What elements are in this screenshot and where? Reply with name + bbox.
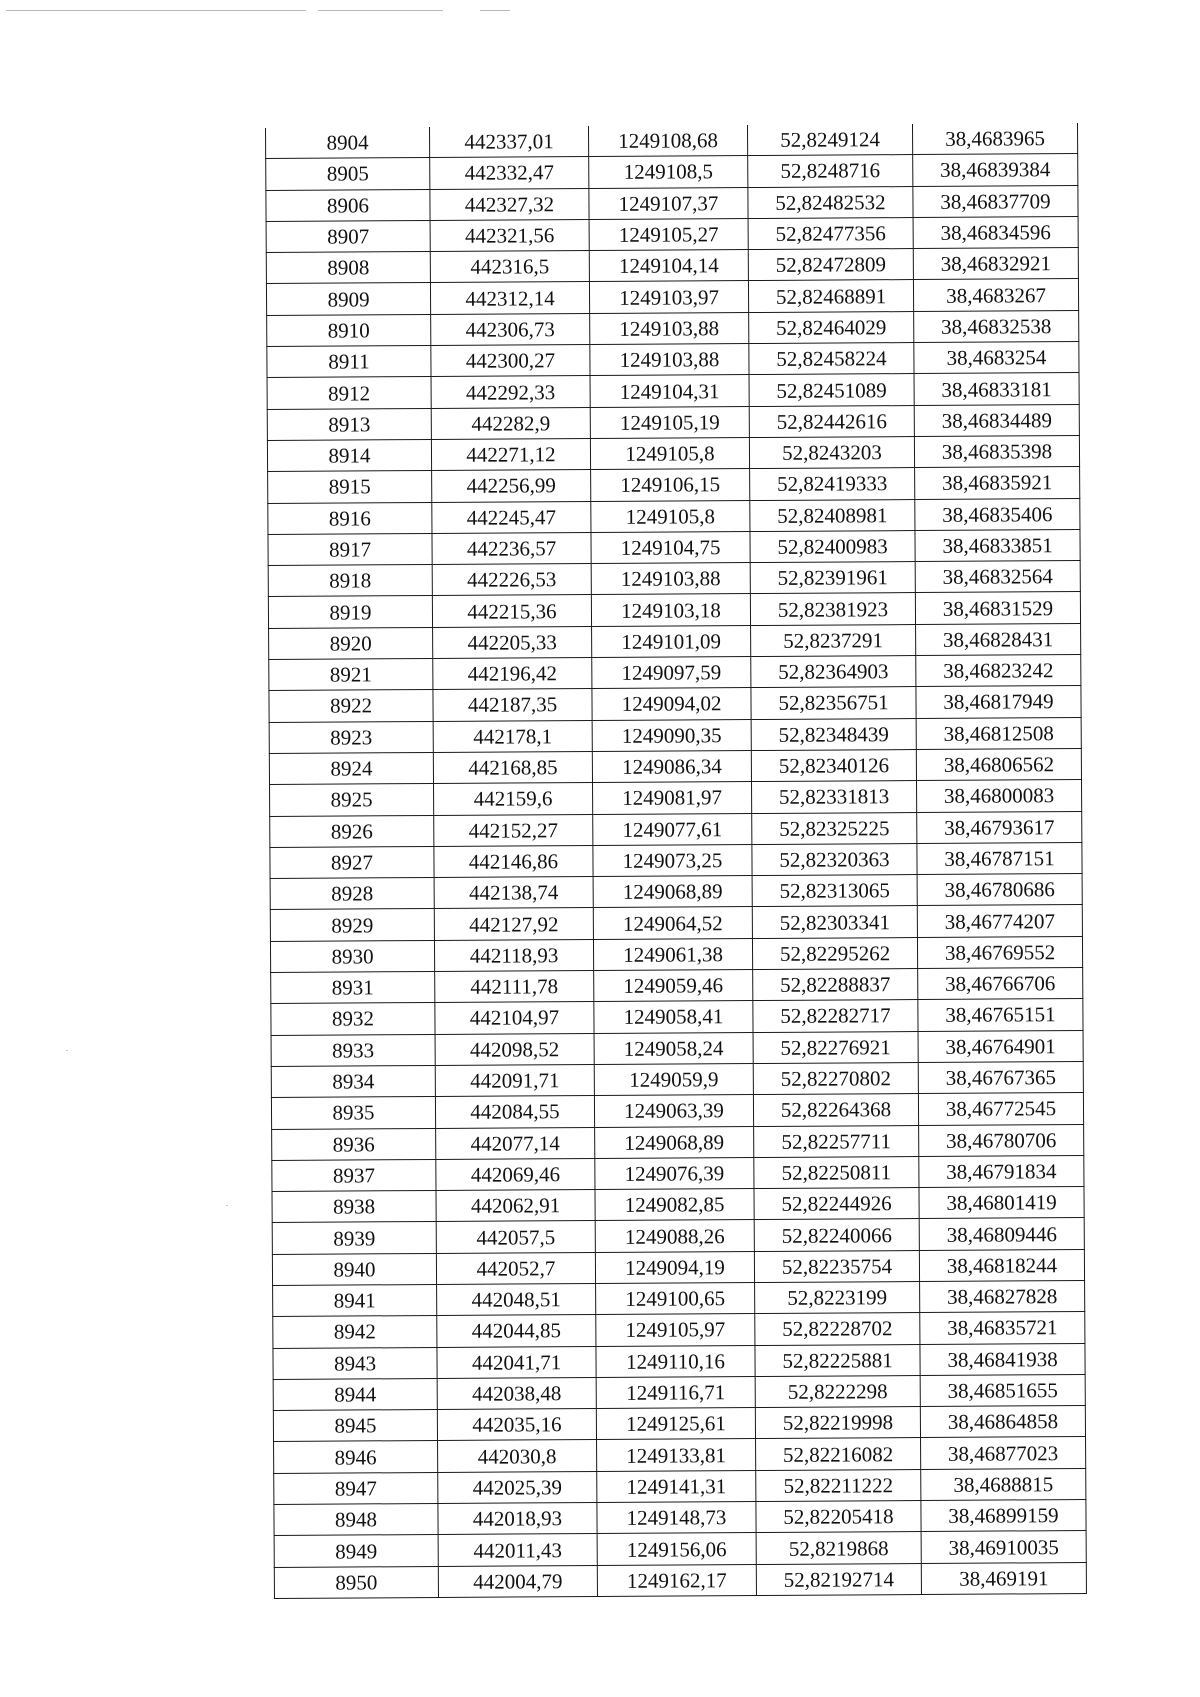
y-coordinate-cell: 1249103,88 [590,344,749,376]
y-coordinate-cell: 1249108,68 [588,125,747,157]
latitude-cell: 52,82205418 [756,1501,921,1533]
point-number-cell: 8949 [274,1535,438,1567]
point-number-cell: 8922 [269,690,433,722]
point-number-cell: 8909 [266,283,430,315]
latitude-cell: 52,82225881 [755,1344,920,1376]
table-row [271,1093,1083,1129]
y-coordinate-cell: 1249077,61 [593,813,752,845]
point-number-cell: 8925 [270,784,434,816]
point-number-cell: 8932 [271,1003,435,1035]
longitude-cell: 38,46834489 [914,404,1079,436]
longitude-cell: 38,46818244 [919,1249,1084,1281]
latitude-cell: 52,8219868 [756,1532,921,1564]
x-coordinate-cell: 442018,93 [438,1503,597,1535]
point-number-cell: 8937 [272,1159,436,1191]
table-row [268,467,1080,503]
latitude-cell: 52,82282717 [753,1000,918,1032]
x-coordinate-cell: 442069,46 [436,1158,595,1190]
longitude-cell: 38,46780686 [917,874,1082,906]
latitude-cell: 52,82356751 [751,687,916,719]
point-number-cell: 8930 [270,940,434,972]
point-number-cell: 8908 [266,252,430,284]
longitude-cell: 38,46767365 [918,1061,1083,1093]
x-coordinate-cell: 442025,39 [438,1471,597,1503]
y-coordinate-cell: 1249105,19 [590,406,749,438]
table-row [269,623,1081,659]
latitude-cell: 52,82477356 [748,217,913,249]
x-coordinate-cell: 442057,5 [436,1221,595,1253]
latitude-cell: 52,82472809 [748,249,913,281]
table-row [271,999,1083,1035]
x-coordinate-cell: 442321,56 [430,219,589,251]
longitude-cell: 38,46832538 [914,310,1079,342]
latitude-cell: 52,82235754 [754,1250,919,1282]
table-row [268,592,1080,628]
latitude-cell: 52,8237291 [751,624,916,656]
point-number-cell: 8928 [270,878,434,910]
table-row [270,936,1082,972]
point-number-cell: 8907 [266,220,430,252]
latitude-cell: 52,82192714 [756,1563,921,1595]
latitude-cell: 52,82288837 [753,969,918,1001]
point-number-cell: 8921 [269,659,433,691]
latitude-cell: 52,8243203 [749,437,914,469]
y-coordinate-cell: 1249090,35 [592,719,751,751]
point-number-cell: 8919 [268,596,432,628]
longitude-cell: 38,46910035 [921,1531,1086,1563]
latitude-cell: 52,82381923 [750,593,915,625]
point-number-cell: 8917 [268,533,432,565]
x-coordinate-cell: 442168,85 [433,751,592,783]
y-coordinate-cell: 1249068,89 [593,876,752,908]
table-row [274,1562,1086,1598]
longitude-cell: 38,46833181 [914,373,1079,405]
x-coordinate-cell: 442146,86 [434,845,593,877]
table-row [270,811,1082,847]
table-row [267,373,1079,409]
longitude-cell: 38,46817949 [916,686,1081,718]
point-number-cell: 8950 [274,1566,438,1598]
longitude-cell: 38,46823242 [916,655,1081,687]
y-coordinate-cell: 1249148,73 [597,1502,756,1534]
longitude-cell: 38,4683254 [914,342,1079,374]
point-number-cell: 8934 [271,1065,435,1097]
x-coordinate-cell: 442215,36 [432,595,591,627]
latitude-cell: 52,82391961 [750,562,915,594]
table-row [272,1124,1084,1160]
y-coordinate-cell: 1249107,37 [589,187,748,219]
y-coordinate-cell: 1249141,31 [597,1470,756,1502]
x-coordinate-cell: 442048,51 [437,1283,596,1315]
scan-artifact-dot [66,1050,68,1051]
table-row [272,1187,1084,1223]
latitude-cell: 52,8222298 [755,1375,920,1407]
longitude-cell: 38,4683965 [912,123,1077,155]
y-coordinate-cell: 1249103,18 [591,594,750,626]
longitude-cell: 38,46837709 [913,185,1078,217]
table-row [272,1155,1084,1191]
x-coordinate-cell: 442332,47 [430,157,589,189]
y-coordinate-cell: 1249058,41 [594,1001,753,1033]
longitude-cell: 38,46774207 [917,905,1082,937]
y-coordinate-cell: 1249105,27 [589,218,748,250]
x-coordinate-cell: 442038,48 [437,1377,596,1409]
table-row [270,780,1082,816]
longitude-cell: 38,46764901 [918,1030,1083,1062]
longitude-cell: 38,46809446 [919,1218,1084,1250]
latitude-cell: 52,82264368 [753,1094,918,1126]
x-coordinate-cell: 442035,16 [437,1409,596,1441]
table-row [268,561,1080,597]
longitude-cell: 38,46793617 [917,811,1082,843]
longitude-cell: 38,46791834 [919,1155,1084,1187]
point-number-cell: 8947 [274,1472,438,1504]
y-coordinate-cell: 1249103,88 [590,312,749,344]
point-number-cell: 8940 [272,1253,436,1285]
table-row [269,686,1081,722]
x-coordinate-cell: 442098,52 [435,1033,594,1065]
longitude-cell: 38,46841938 [920,1343,1085,1375]
x-coordinate-cell: 442178,1 [433,720,592,752]
longitude-cell: 38,4683267 [913,279,1078,311]
table-row [267,310,1079,346]
longitude-cell: 38,46832564 [915,561,1080,593]
y-coordinate-cell: 1249086,34 [592,750,751,782]
x-coordinate-cell: 442091,71 [435,1064,594,1096]
scan-artifact-line [318,10,443,11]
x-coordinate-cell: 442236,57 [432,532,591,564]
longitude-cell: 38,46772545 [918,1093,1083,1125]
y-coordinate-cell: 1249073,25 [593,844,752,876]
x-coordinate-cell: 442118,93 [434,939,593,971]
y-coordinate-cell: 1249088,26 [595,1220,754,1252]
x-coordinate-cell: 442316,5 [430,251,589,283]
y-coordinate-cell: 1249104,75 [591,531,750,563]
y-coordinate-cell: 1249104,31 [590,375,749,407]
longitude-cell: 38,46801419 [919,1187,1084,1219]
table-row [271,1030,1083,1066]
table-row [267,404,1079,440]
latitude-cell: 52,82240066 [754,1219,919,1251]
longitude-cell: 38,46835406 [915,498,1080,530]
longitude-cell: 38,46835921 [915,467,1080,499]
latitude-cell: 52,82340126 [751,749,916,781]
latitude-cell: 52,82364903 [751,656,916,688]
x-coordinate-cell: 442327,32 [430,188,589,220]
x-coordinate-cell: 442300,27 [431,345,590,377]
table-row [266,248,1078,284]
y-coordinate-cell: 1249105,8 [590,438,749,470]
latitude-cell: 52,82216082 [756,1438,921,1470]
point-number-cell: 8946 [274,1441,438,1473]
y-coordinate-cell: 1249064,52 [593,907,752,939]
longitude-cell: 38,46787151 [917,842,1082,874]
latitude-cell: 52,82320363 [752,843,917,875]
latitude-cell: 52,82228702 [755,1313,920,1345]
longitude-cell: 38,46864858 [920,1406,1085,1438]
scan-artifact-line [480,10,510,11]
point-number-cell: 8918 [268,565,432,597]
longitude-cell: 38,46765151 [918,999,1083,1031]
longitude-cell: 38,46851655 [920,1374,1085,1406]
table-row [274,1500,1086,1536]
x-coordinate-cell: 442159,6 [434,783,593,815]
y-coordinate-cell: 1249108,5 [589,156,748,188]
point-number-cell: 8924 [269,752,433,784]
point-number-cell: 8943 [273,1347,437,1379]
x-coordinate-cell: 442205,33 [433,626,592,658]
x-coordinate-cell: 442030,8 [438,1440,597,1472]
longitude-cell: 38,46827828 [920,1280,1085,1312]
x-coordinate-cell: 442041,71 [437,1346,596,1378]
y-coordinate-cell: 1249081,97 [593,782,752,814]
latitude-cell: 52,82270802 [753,1062,918,1094]
point-number-cell: 8915 [268,471,432,503]
point-number-cell: 8935 [271,1097,435,1129]
y-coordinate-cell: 1249103,88 [591,563,750,595]
longitude-cell: 38,46812508 [916,717,1081,749]
table-row [273,1406,1085,1442]
x-coordinate-cell: 442011,43 [438,1534,597,1566]
x-coordinate-cell: 442312,14 [430,282,589,314]
point-number-cell: 8906 [266,189,430,221]
point-number-cell: 8913 [267,408,431,440]
table-row [272,1249,1084,1285]
latitude-cell: 52,82348439 [751,718,916,750]
table-row [273,1312,1085,1348]
table-row [274,1437,1086,1473]
point-number-cell: 8929 [270,909,434,941]
longitude-cell: 38,46839384 [913,154,1078,186]
point-number-cell: 8905 [266,158,430,190]
latitude-cell: 52,82219998 [755,1407,920,1439]
y-coordinate-cell: 1249105,97 [596,1314,755,1346]
table-row [269,748,1081,784]
y-coordinate-cell: 1249156,06 [597,1533,756,1565]
coordinates-table [265,123,1087,1599]
longitude-cell: 38,46766706 [918,968,1083,1000]
y-coordinate-cell: 1249125,61 [596,1408,755,1440]
longitude-cell: 38,4688815 [921,1468,1086,1500]
table-row [270,905,1082,941]
table-row [270,874,1082,910]
point-number-cell: 8933 [271,1034,435,1066]
x-coordinate-cell: 442152,27 [434,814,593,846]
longitude-cell: 38,46835721 [920,1312,1085,1344]
longitude-cell: 38,46780706 [919,1124,1084,1156]
longitude-cell: 38,469191 [921,1562,1086,1594]
x-coordinate-cell: 442077,14 [436,1127,595,1159]
table-row [272,1218,1084,1254]
point-number-cell: 8936 [272,1128,436,1160]
point-number-cell: 8920 [269,627,433,659]
x-coordinate-cell: 442127,92 [434,908,593,940]
longitude-cell: 38,46806562 [916,748,1081,780]
latitude-cell: 52,82211222 [756,1469,921,1501]
latitude-cell: 52,82468891 [748,280,913,312]
latitude-cell: 52,82303341 [752,906,917,938]
y-coordinate-cell: 1249110,16 [596,1345,755,1377]
x-coordinate-cell: 442245,47 [432,501,591,533]
longitude-cell: 38,46877023 [921,1437,1086,1469]
longitude-cell: 38,46831529 [915,592,1080,624]
latitude-cell: 52,82295262 [752,937,917,969]
x-coordinate-cell: 442052,7 [436,1252,595,1284]
longitude-cell: 38,46834596 [913,216,1078,248]
longitude-cell: 38,46835398 [914,435,1079,467]
latitude-cell: 52,82331813 [752,781,917,813]
point-number-cell: 8941 [273,1284,437,1316]
x-coordinate-cell: 442306,73 [431,313,590,345]
table-row [271,968,1083,1004]
y-coordinate-cell: 1249101,09 [592,625,751,657]
x-coordinate-cell: 442004,79 [438,1565,597,1597]
point-number-cell: 8916 [268,502,432,534]
latitude-cell: 52,8248716 [748,155,913,187]
latitude-cell: 52,82244926 [754,1188,919,1220]
table-row [274,1468,1086,1504]
table-row [273,1343,1085,1379]
point-number-cell: 8926 [270,815,434,847]
table-row [266,216,1078,252]
point-number-cell: 8938 [272,1191,436,1223]
y-coordinate-cell: 1249094,19 [595,1251,754,1283]
table-row [268,498,1080,534]
longitude-cell: 38,46899159 [921,1500,1086,1532]
latitude-cell: 52,82325225 [752,812,917,844]
longitude-cell: 38,46800083 [916,780,1081,812]
point-number-cell: 8904 [266,127,430,159]
y-coordinate-cell: 1249104,14 [589,250,748,282]
point-number-cell: 8923 [269,721,433,753]
table-row [267,342,1079,378]
point-number-cell: 8911 [267,346,431,378]
table-row [267,435,1079,471]
table-row [266,279,1078,315]
x-coordinate-cell: 442187,35 [433,689,592,721]
y-coordinate-cell: 1249061,38 [593,938,752,970]
y-coordinate-cell: 1249094,02 [592,688,751,720]
point-number-cell: 8914 [267,439,431,471]
table-row [268,529,1080,565]
point-number-cell: 8945 [273,1410,437,1442]
latitude-cell: 52,82257711 [754,1125,919,1157]
x-coordinate-cell: 442292,33 [431,376,590,408]
latitude-cell: 52,82313065 [752,875,917,907]
longitude-cell: 38,46832921 [913,248,1078,280]
x-coordinate-cell: 442337,01 [429,126,588,158]
latitude-cell: 52,82276921 [753,1031,918,1063]
table-row [269,717,1081,753]
latitude-cell: 52,82408981 [750,499,915,531]
table-row [269,655,1081,691]
longitude-cell: 38,46828431 [916,623,1081,655]
latitude-cell: 52,8223199 [755,1282,920,1314]
table-row [274,1531,1086,1567]
y-coordinate-cell: 1249068,89 [595,1126,754,1158]
latitude-cell: 52,8249124 [747,124,912,156]
x-coordinate-cell: 442282,9 [431,407,590,439]
y-coordinate-cell: 1249097,59 [592,657,751,689]
coordinates-table-body [266,123,1087,1598]
point-number-cell: 8910 [267,314,431,346]
table-row [266,154,1078,190]
x-coordinate-cell: 442226,53 [432,564,591,596]
x-coordinate-cell: 442062,91 [436,1190,595,1222]
y-coordinate-cell: 1249063,39 [594,1095,753,1127]
x-coordinate-cell: 442138,74 [434,877,593,909]
y-coordinate-cell: 1249162,17 [597,1564,756,1596]
x-coordinate-cell: 442084,55 [435,1096,594,1128]
latitude-cell: 52,82442616 [749,405,914,437]
x-coordinate-cell: 442271,12 [431,438,590,470]
latitude-cell: 52,82250811 [754,1156,919,1188]
latitude-cell: 52,82482532 [748,186,913,218]
table-row [273,1280,1085,1316]
x-coordinate-cell: 442044,85 [437,1315,596,1347]
point-number-cell: 8948 [274,1504,438,1536]
latitude-cell: 52,82451089 [749,374,914,406]
longitude-cell: 38,46833851 [915,529,1080,561]
latitude-cell: 52,82400983 [750,530,915,562]
latitude-cell: 52,82419333 [750,468,915,500]
point-number-cell: 8942 [273,1316,437,1348]
y-coordinate-cell: 1249105,8 [591,500,750,532]
x-coordinate-cell: 442111,78 [435,971,594,1003]
scan-artifact-line [6,10,306,11]
y-coordinate-cell: 1249059,9 [594,1063,753,1095]
y-coordinate-cell: 1249076,39 [595,1157,754,1189]
scan-artifact-dot [226,1205,228,1206]
y-coordinate-cell: 1249082,85 [595,1189,754,1221]
table-row [270,842,1082,878]
point-number-cell: 8931 [271,971,435,1003]
point-number-cell: 8944 [273,1378,437,1410]
y-coordinate-cell: 1249103,97 [589,281,748,313]
point-number-cell: 8927 [270,846,434,878]
y-coordinate-cell: 1249100,65 [596,1283,755,1315]
y-coordinate-cell: 1249133,81 [597,1439,756,1471]
latitude-cell: 52,82458224 [749,343,914,375]
point-number-cell: 8912 [267,377,431,409]
y-coordinate-cell: 1249106,15 [591,469,750,501]
table-row [273,1374,1085,1410]
x-coordinate-cell: 442256,99 [432,470,591,502]
table-row [266,123,1078,159]
point-number-cell: 8939 [272,1222,436,1254]
y-coordinate-cell: 1249116,71 [596,1376,755,1408]
longitude-cell: 38,46769552 [917,936,1082,968]
latitude-cell: 52,82464029 [749,311,914,343]
y-coordinate-cell: 1249058,24 [594,1032,753,1064]
table-row [266,185,1078,221]
y-coordinate-cell: 1249059,46 [594,970,753,1002]
x-coordinate-cell: 442196,42 [433,658,592,690]
table-row [271,1061,1083,1097]
x-coordinate-cell: 442104,97 [435,1002,594,1034]
